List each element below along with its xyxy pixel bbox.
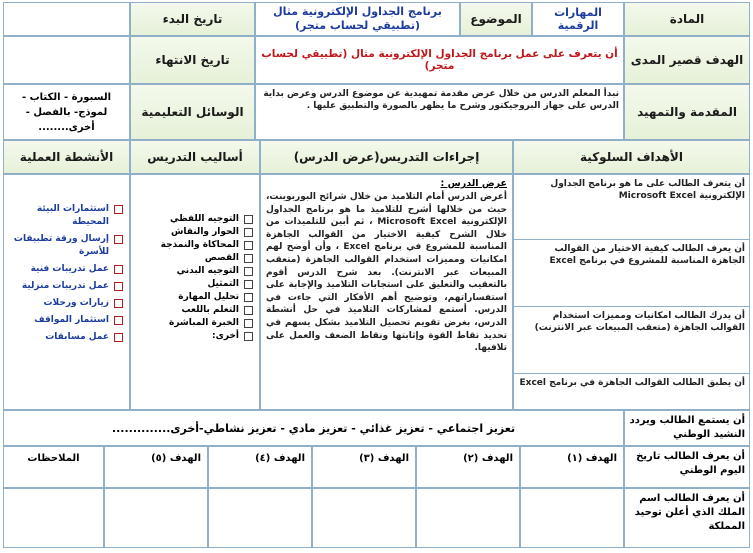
- row-reinforcement: [3, 410, 750, 446]
- activity-item[interactable]: عمل مسابقات: [8, 331, 123, 344]
- activity-item[interactable]: عمل تدريبات فنية: [8, 263, 123, 276]
- end-date-label: تاريخ الانتهاء: [130, 36, 255, 84]
- activity-item[interactable]: استثمارات البيئة المحيطة: [8, 203, 123, 229]
- media-value: السبورة - الكتاب - لموذج- بالفصل - أخرى........: [3, 84, 130, 140]
- method-item[interactable]: الحوار والنقاش: [135, 226, 253, 239]
- activity-item[interactable]: استثمار المواقف: [8, 314, 123, 327]
- checkbox-icon: [244, 228, 253, 237]
- col-objectives-header: الأهداف السلوكية: [513, 140, 750, 174]
- activity-item[interactable]: عمل تدريبات منزلية: [8, 280, 123, 293]
- goal-2-header: الهدف (٢): [416, 446, 520, 488]
- checkbox-icon: [114, 316, 123, 325]
- methods-column: [130, 174, 260, 410]
- method-item[interactable]: التمثيل: [135, 278, 253, 291]
- goal-3-cell[interactable]: [312, 488, 416, 548]
- checkbox-icon: [114, 235, 123, 244]
- procedures-column: [260, 174, 513, 410]
- col-activities-header: الأنشطة العملية: [3, 140, 130, 174]
- notes-header: الملاحظات: [3, 446, 104, 488]
- activity-item[interactable]: إرسال ورقة تطبيقات للأسرة: [8, 233, 123, 259]
- subject-label: المادة: [624, 2, 750, 36]
- activities-list: [8, 203, 123, 344]
- checkbox-icon: [114, 205, 123, 214]
- method-item[interactable]: التوجيه البدني: [135, 265, 253, 278]
- end-date-value[interactable]: [3, 36, 130, 84]
- row-short-goal: [3, 36, 750, 84]
- checkbox-icon: [114, 265, 123, 274]
- checkbox-icon: [114, 333, 123, 342]
- method-item[interactable]: المحاكاة والنمذجة: [135, 239, 253, 252]
- method-item[interactable]: القصص: [135, 252, 253, 265]
- goal-3-header: الهدف (٣): [312, 446, 416, 488]
- checkbox-icon: [244, 319, 253, 328]
- objectives-column: [513, 174, 750, 410]
- checkbox-icon: [114, 299, 123, 308]
- method-item[interactable]: التعلم باللعب: [135, 304, 253, 317]
- procedures-text: أعرض الدرس أمام التلاميذ من خلال شرائح البوربوينت، حيث من خلالها أشرح للتلاميذ ما هو برنامج الجداول الإلكترونية Microsoft Excel ، ثم أبين للتلميذات من خلال الشرح كيفية الاختيار من القوالب الجاهزة المناسبة للمشروع في برنامج Excel ، وأن أوضح لهم امكانيات ومميزات استخدام القوالب الجاهزة (متعقب المبيعات عبر الانترنت). بعد شرح الدرس أقوم بالتعقيب والتعليق على استجابات التلاميذ والإجابة على استفساراتهم، وتوضيح أهم الأفكار التي جاءت في الدرس. أستمع لمشاركات التلاميذ في حل أنشطة الدرس، بغرض تقويم تحصيل التلاميذ بشكل يسهم في تحديد نقاط القوة وإثابتها ونقاط الضعف والعمل على تلافيها.: [266, 192, 507, 354]
- methods-list: [135, 213, 253, 343]
- col-methods-header: أساليب التدريس: [130, 140, 260, 174]
- start-date-value[interactable]: [3, 2, 130, 36]
- row-subject: [3, 2, 750, 36]
- goal-4-cell[interactable]: [208, 488, 312, 548]
- method-item[interactable]: التوجيه اللفظي: [135, 213, 253, 226]
- checkbox-icon: [244, 241, 253, 250]
- method-item[interactable]: الخبرة المباشرة: [135, 317, 253, 330]
- goal-4-header: الهدف (٤): [208, 446, 312, 488]
- col-procedures-header: إجراءات التدريس(عرض الدرس): [260, 140, 513, 174]
- topic-label: الموضوع: [460, 2, 532, 36]
- activity-item[interactable]: زيارات ورحلات: [8, 297, 123, 310]
- topic-value: برنامج الجداول الإلكترونية مثال (تطبيقي لحساب متجر): [255, 2, 460, 36]
- evaluation-objective-1: أن يعرف الطالب تاريخ اليوم الوطني: [624, 446, 750, 488]
- checkbox-icon: [244, 280, 253, 289]
- objective-4: أن يطبق الطالب القوالب الجاهزة في برنامج Excel: [519, 378, 745, 388]
- row-evaluation-header: [3, 446, 750, 488]
- checkbox-icon: [244, 332, 253, 341]
- short-goal-label: الهدف قصير المدى: [624, 36, 750, 84]
- lesson-plan-sheet: [3, 2, 750, 549]
- goal-5-header: الهدف (٥): [104, 446, 208, 488]
- row-intro: [3, 84, 750, 140]
- reinforcement-objective: أن يستمع الطالب ويردد النشيد الوطني: [624, 410, 750, 446]
- method-item[interactable]: تحليل المهارة: [135, 291, 253, 304]
- method-item[interactable]: أخرى:: [135, 330, 253, 343]
- notes-cell[interactable]: [3, 488, 104, 548]
- subject-value: المهارات الرقمية: [532, 2, 624, 36]
- intro-text: نبدأ المعلم الدرس من خلال عرض مقدمة تمهيدية عن موضوع الدرس وعرض بداية الدرس على جهاز البروجيكتور وشرح ما يظهر بالصورة والتطبيق عليها .: [255, 84, 624, 140]
- short-goal-value: أن يتعرف على عمل برنامج الجداول الإلكترونية مثال (تطبيقي لحساب متجر): [255, 36, 624, 84]
- checkbox-icon: [244, 306, 253, 315]
- checkbox-icon: [244, 254, 253, 263]
- goal-2-cell[interactable]: [416, 488, 520, 548]
- row-main-content: [3, 174, 750, 410]
- row-evaluation-body: [3, 488, 750, 548]
- checkbox-icon: [244, 293, 253, 302]
- checkbox-icon: [244, 215, 253, 224]
- goal-1-cell[interactable]: [520, 488, 624, 548]
- row-column-headers: [3, 140, 750, 174]
- objective-1: أن يتعرف الطالب على ما هو برنامج الجداول الإلكترونية Microsoft Excel: [514, 175, 749, 240]
- procedures-heading: عرض الدرس :: [440, 178, 507, 189]
- checkbox-icon: [114, 282, 123, 291]
- evaluation-objective-2: أن يعرف الطالب اسم الملك الذي أعلن توحيد المملكة: [624, 488, 750, 548]
- reinforcement-text: تعزيز اجتماعي - تعزيز غذائي - تعزيز مادي - تعزيز نشاطي-أخرى..............: [3, 410, 624, 446]
- activities-column: [3, 174, 130, 410]
- goal-5-cell[interactable]: [104, 488, 208, 548]
- media-label: الوسائل التعليمية: [130, 84, 255, 140]
- start-date-label: تاريخ البدء: [130, 2, 255, 36]
- objective-2: أن يعرف الطالب كيفية الاختيار من القوالب الجاهزة المناسبة للمشروع في برنامج Excel: [514, 240, 749, 307]
- goal-1-header: الهدف (١): [520, 446, 624, 488]
- checkbox-icon: [244, 267, 253, 276]
- intro-label: المقدمة والتمهيد: [624, 84, 750, 140]
- objective-3: أن يدرك الطالب امكانيات ومميزات استخدام القوالب الجاهزة (متعقب المبيعات عبر الانترنت): [514, 307, 749, 374]
